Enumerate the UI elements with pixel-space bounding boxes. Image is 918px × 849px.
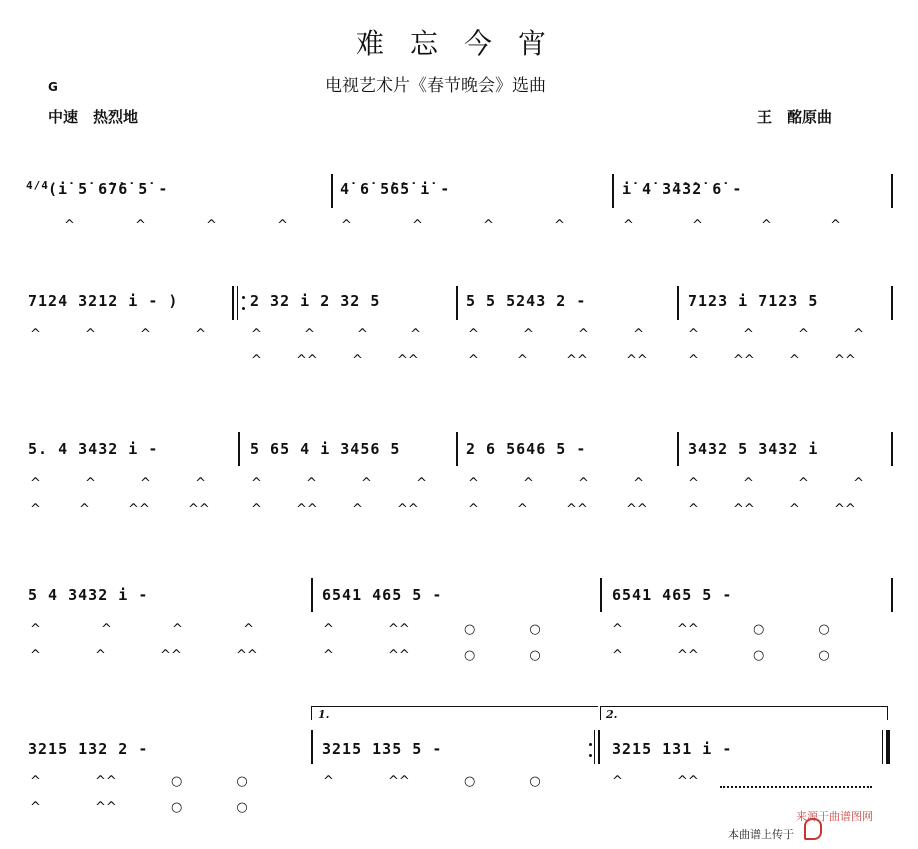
volta-bracket-1 xyxy=(311,706,598,707)
accent-marks: ^ ^ ^ ^ xyxy=(30,622,254,637)
volta-bracket-2 xyxy=(600,706,888,707)
source-note: 本曲谱上传于 xyxy=(728,828,794,841)
accent-marks: ^ ^^ ○ ○ xyxy=(612,622,830,637)
measure: i̇ 4̇ 3̇4̇3̇2̇ 6̇ - xyxy=(622,180,743,198)
barline xyxy=(456,432,458,466)
score-subtitle: 电视艺术片《春节晚会》选曲 xyxy=(325,76,546,96)
key-signature: G xyxy=(48,80,58,94)
measure: 5. 4 3432 i - xyxy=(28,440,159,458)
barline xyxy=(600,578,602,612)
barline xyxy=(891,286,893,320)
accent-marks: ^ ^^ xyxy=(612,774,699,789)
barline xyxy=(238,432,240,466)
barline xyxy=(311,578,313,612)
measure: 5 5 5243 2 - xyxy=(466,292,587,310)
volta-bracket-2 xyxy=(600,706,601,720)
accent-marks: ^ ^ ^ ^ xyxy=(30,476,206,491)
barline xyxy=(677,432,679,466)
accent-marks: ^ ^ ^^ ^^ xyxy=(468,502,648,517)
volta-bracket-2 xyxy=(887,706,888,720)
repeat-start-barline xyxy=(237,286,238,320)
accent-marks: ^ ^^ ^ ^^ xyxy=(251,353,419,368)
volta-bracket-1 xyxy=(311,706,312,720)
accent-marks: ^ ^ ^ ^ xyxy=(468,476,644,491)
accent-marks: ^ ^ ^ ^ xyxy=(251,476,427,491)
accent-marks: ^ ^ ^ ^ xyxy=(468,327,644,342)
accent-marks: ^ ^^ ^ ^^ xyxy=(688,502,856,517)
accent-marks: ^ ^ ^ ^ xyxy=(688,327,864,342)
repeat-dot xyxy=(242,296,245,299)
barline xyxy=(311,730,313,764)
repeat-dot xyxy=(242,307,245,310)
measure: 3215 135 5 - xyxy=(322,740,443,758)
accent-marks: ^ ^ ^^ ^^ xyxy=(30,648,258,663)
accent-marks: ^ ^ ^ ^ xyxy=(64,218,288,233)
accent-marks: ^ ^ ^ ^ xyxy=(251,327,421,342)
measure: (i̇ 5̇ 6̇7̇6̇ 5̇ - xyxy=(48,180,169,198)
measure: 4̇ 6̇ 5̇6̇5̇ i̇ - xyxy=(340,180,451,198)
repeat-dot xyxy=(589,743,592,746)
accent-marks: ^ ^ ^ ^ xyxy=(30,327,206,342)
measure: 2 32 i 2 32 5 xyxy=(250,292,381,310)
tempo-marking: 中速 热烈地 xyxy=(48,108,139,126)
measure: 6541 465 5 - xyxy=(612,586,733,604)
repeat-end-barline xyxy=(598,730,600,764)
final-barline xyxy=(882,730,883,764)
accent-marks: ^ ^^ ○ ○ xyxy=(323,648,541,663)
accent-marks: ^ ^^ ○ ○ xyxy=(323,622,541,637)
score-title: 难忘今宵 xyxy=(356,27,573,60)
measure: 5 4 3432 i - xyxy=(28,586,149,604)
composer-credit: 王 酩原曲 xyxy=(757,108,833,126)
accent-marks: ^ ^ ^ ^ xyxy=(688,476,864,491)
barline xyxy=(456,286,458,320)
accent-marks: ^ ^^ ○ ○ xyxy=(323,774,541,789)
final-barline xyxy=(886,730,890,764)
accent-marks: ^ ^ ^^ ^^ xyxy=(30,502,210,517)
repeat-dot xyxy=(589,754,592,757)
accent-marks: ^ ^^ ○ ○ xyxy=(30,774,248,789)
barline xyxy=(612,174,614,208)
measure: 7124 3212 i - ) xyxy=(28,292,179,310)
trill-line xyxy=(720,778,872,788)
measure: 7123 i 7123 5 xyxy=(688,292,819,310)
barline xyxy=(891,578,893,612)
barline xyxy=(891,432,893,466)
watermark-text: 来源于曲谱图网 xyxy=(796,810,873,823)
repeat-start-barline xyxy=(232,286,234,320)
accent-marks: ^ ^ ^^ ^^ xyxy=(468,353,648,368)
barline xyxy=(891,174,893,208)
accent-marks: ^ ^^ ^ ^^ xyxy=(688,353,856,368)
volta-1-label: 1. xyxy=(318,708,330,721)
accent-marks: ^ ^^ ○ ○ xyxy=(612,648,830,663)
measure: 3215 131 i - xyxy=(612,740,733,758)
repeat-end-barline xyxy=(594,730,595,764)
volta-2-label: 2. xyxy=(606,708,618,721)
accent-marks: ^ ^^ ○ ○ xyxy=(30,800,248,815)
barline xyxy=(331,174,333,208)
accent-marks: ^ ^ ^ ^ xyxy=(341,218,565,233)
measure: 3432 5 3432 i xyxy=(688,440,819,458)
measure: 2 6 5646 5 - xyxy=(466,440,587,458)
time-signature: 4/4 xyxy=(26,179,49,192)
barline xyxy=(677,286,679,320)
measure: 5 65 4 i 3456 5 xyxy=(250,440,401,458)
accent-marks: ^ ^^ ^ ^^ xyxy=(251,502,419,517)
measure: 3215 132 2 - xyxy=(28,740,149,758)
accent-marks: ^ ^ ^ ^ xyxy=(623,218,841,233)
measure: 6541 465 5 - xyxy=(322,586,443,604)
